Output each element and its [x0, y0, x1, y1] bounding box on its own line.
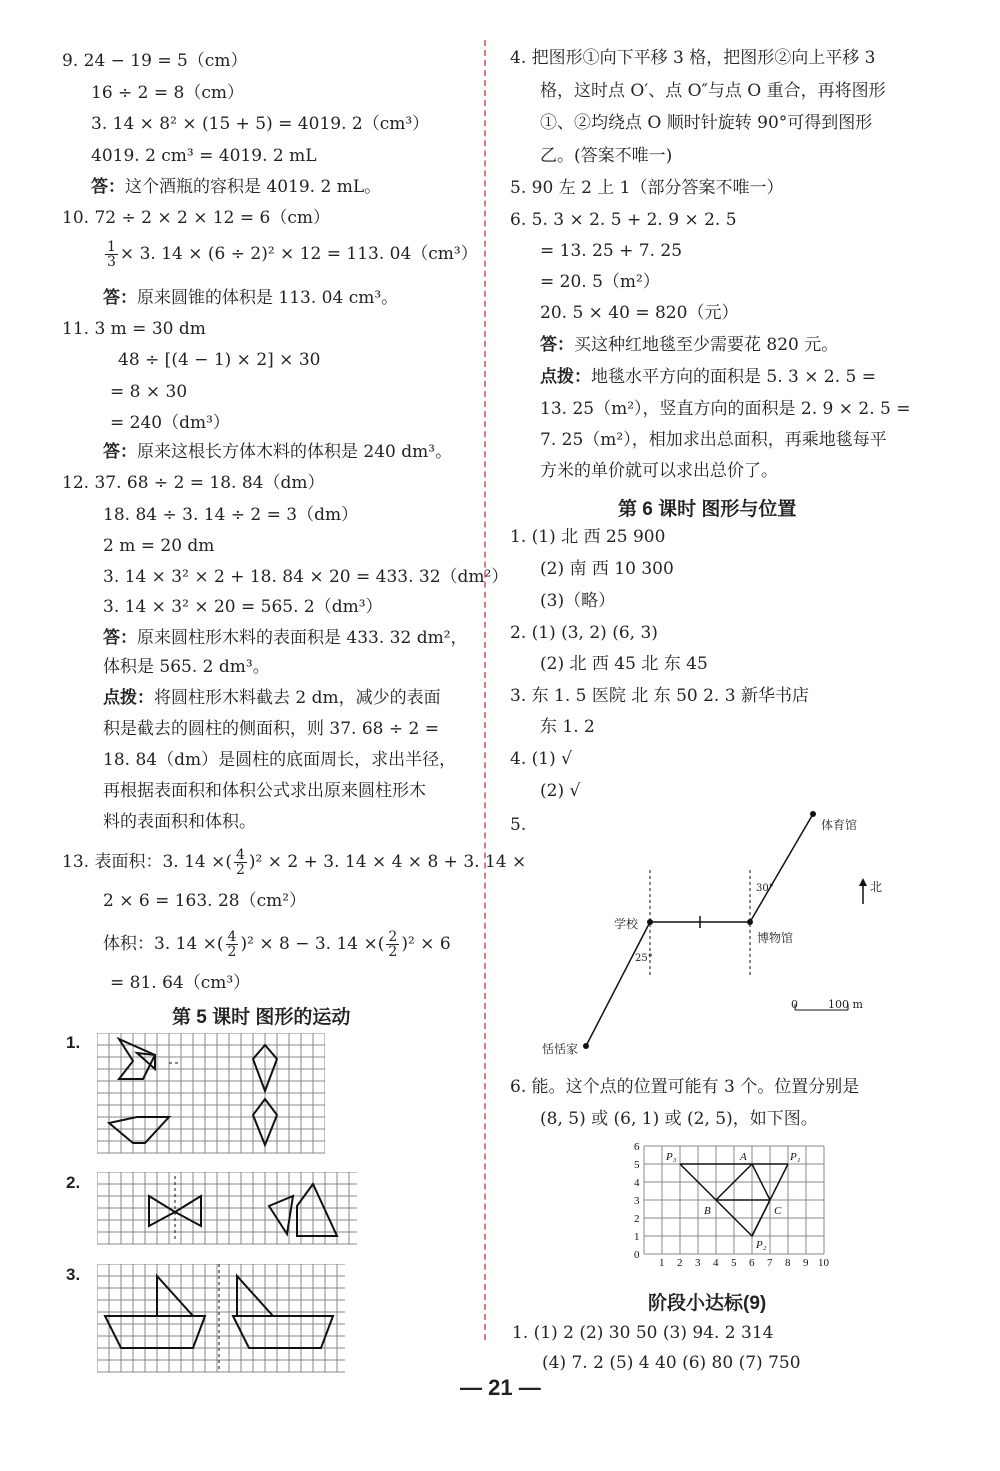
answer-12-line1: 12. 37. 68 ÷ 2 = 18. 84（dm） — [62, 473, 325, 493]
numerator: 4 — [235, 847, 245, 863]
answer-11-line4: = 240（dm³） — [110, 413, 230, 433]
answer-text: 原来圆柱形木料的表面积是 433. 32 dm²， — [137, 628, 468, 648]
section-title-lesson5: 第 5 课时 图形的运动 — [172, 1007, 351, 1028]
answer-label: 答： — [91, 177, 125, 196]
grid-figure-1 — [97, 1033, 325, 1155]
answer-12-line4: 3. 14 × 3² × 2 + 18. 84 × 20 = 433. 32（dm²） — [103, 567, 509, 587]
page-number: — 21 — — [460, 1375, 541, 1400]
answer-13-line4: = 81. 64（cm³） — [110, 973, 251, 993]
answer-13-line3 — [103, 930, 451, 959]
hint-12-line2: 积是截去的圆柱的侧面积，则 37. 68 ÷ 2 = — [103, 719, 439, 739]
answer-12-line5: 3. 14 × 3² × 20 = 565. 2（dm³） — [103, 597, 383, 617]
answer-9-line3: 3. 14 × 8² × (15 + 5) = 4019. 2（cm³） — [91, 114, 430, 134]
answer-t1-line2: (4) 7. 2 (5) 4 40 (6) 80 (7) 750 — [542, 1353, 801, 1373]
numerator: 4 — [227, 929, 237, 945]
grid-figure-3 — [97, 1264, 345, 1376]
answer-r6-line4: 20. 5 × 40 = 820（元） — [540, 303, 739, 323]
q1-label: 1. — [66, 1033, 81, 1052]
svg-text:4: 4 — [713, 1257, 719, 1269]
answer-s6-line1: 6. 能。这个点的位置可能有 3 个。位置分别是 — [510, 1077, 860, 1097]
answer-label: 答： — [103, 628, 137, 647]
formula: 体积：3. 14 × — [103, 934, 217, 954]
numerator: 2 — [388, 929, 398, 945]
answer-s3-line1: 3. 东 1. 5 医院 北 东 50 2. 3 新华书店 — [510, 686, 809, 706]
answer-13-line1 — [62, 848, 526, 877]
denominator: 2 — [388, 944, 398, 960]
hint-text: 将圆柱形木料截去 2 dm，减少的表面 — [154, 688, 441, 708]
formula: 13. 表面积：3. 14 × — [62, 852, 226, 872]
answer-10-line1: 10. 72 ÷ 2 × 2 × 12 = 6（cm） — [62, 208, 330, 228]
answer-s4-line1: 4. (1) √ — [510, 749, 572, 769]
answer-11-line1: 11. 3 m = 30 dm — [62, 319, 206, 339]
map-label-bowuguan: 博物馆 — [757, 931, 794, 945]
answer-s2-line1: 2. (1) (3, 2) (6, 3) — [510, 623, 658, 643]
svg-text:8: 8 — [785, 1257, 791, 1269]
svg-text:6: 6 — [634, 1141, 640, 1153]
svg-text:3: 3 — [634, 1195, 640, 1207]
fraction — [386, 930, 399, 959]
map-label-north: 北 — [870, 880, 883, 894]
svg-text:C: C — [774, 1205, 782, 1217]
answer-9-line4: 4019. 2 cm³ = 4019. 2 mL — [91, 146, 317, 166]
answer-r4-line4: 乙。(答案不唯一) — [540, 146, 673, 166]
coordinate-grid — [628, 1140, 838, 1270]
svg-text:10: 10 — [818, 1257, 829, 1269]
answer-text: 这个酒瓶的容积是 4019. 2 mL。 — [125, 177, 382, 197]
numerator: 1 — [107, 239, 116, 255]
answer-s6-line2: (8, 5) 或 (6, 1) 或 (2, 5)，如下图。 — [540, 1109, 818, 1129]
answer-t1-line1: 1. (1) 2 (2) 30 50 (3) 94. 2 314 — [512, 1323, 774, 1343]
answer-s3-line2: 东 1. 2 — [540, 717, 595, 737]
answer-label: 答： — [103, 442, 137, 461]
fraction — [234, 848, 247, 877]
formula: ² × 8 − 3. 14 × — [247, 934, 378, 954]
fraction — [105, 240, 118, 269]
answer-s1-line2: (2) 南 西 10 300 — [540, 559, 674, 579]
svg-text:P₁: P₁ — [790, 1151, 801, 1163]
answer-r6-conclusion — [540, 334, 838, 356]
formula: ² × 6 — [407, 934, 451, 954]
answer-r6-line1: 6. 5. 3 × 2. 5 + 2. 9 × 2. 5 — [510, 210, 737, 230]
svg-text:P₂: P₂ — [756, 1239, 767, 1251]
hint-r6-line4: 方米的单价就可以求出总价了。 — [540, 461, 778, 481]
map-scale-100: 100 m — [828, 998, 863, 1011]
denominator: 3 — [107, 254, 116, 270]
map-label-tiyuguan: 体育馆 — [821, 818, 858, 832]
hint-r6-line2: 13. 25（m²），竖直方向的面积是 2. 9 × 2. 5 = — [540, 399, 911, 419]
svg-text:5: 5 — [731, 1257, 737, 1269]
answer-label: 答： — [540, 335, 574, 354]
hint-12-line1 — [103, 687, 441, 709]
map-diagram — [520, 800, 883, 1060]
answer-s2-line2: (2) 北 西 45 北 东 45 — [540, 654, 708, 674]
answer-11-conclusion — [103, 441, 452, 463]
answer-s1-line3: (3)（略） — [540, 591, 616, 611]
svg-text:4: 4 — [634, 1177, 640, 1189]
paren-right: ) — [401, 934, 408, 954]
hint-label: 点拨： — [103, 688, 154, 707]
map-label-angle-30: 30° — [756, 883, 774, 894]
map-label-tiantian: 恬恬家 — [542, 1042, 579, 1056]
svg-text:7: 7 — [767, 1257, 773, 1269]
answer-s4-line2: (2) √ — [540, 781, 581, 801]
answer-text: 买这种红地毯至少需要花 820 元。 — [574, 335, 839, 355]
svg-text:2: 2 — [677, 1257, 683, 1269]
answer-11-line3: = 8 × 30 — [110, 382, 188, 402]
paren-left: ( — [377, 934, 385, 954]
answer-13-line2: 2 × 6 = 163. 28（cm²） — [103, 891, 307, 911]
section-title-stage-test: 阶段小达标(9) — [648, 1293, 767, 1314]
answer-11-line2: 48 ÷ [(4 − 1) × 2] × 30 — [118, 350, 321, 370]
svg-text:6: 6 — [749, 1257, 755, 1269]
answer-r4-line1: 4. 把图形①向下平移 3 格，把图形②向上平移 3 — [510, 48, 876, 68]
answer-s5-label: 5. — [510, 815, 527, 835]
paren-left: ( — [216, 934, 224, 954]
hint-12-line4: 再根据表面积和体积公式求出原来圆柱形木 — [103, 781, 426, 801]
grid-figure-2 — [97, 1172, 357, 1248]
hint-12-line3: 18. 84（dm）是圆柱的底面周长，求出半径， — [103, 750, 457, 770]
svg-text:0: 0 — [634, 1249, 640, 1261]
svg-text:2: 2 — [634, 1213, 640, 1225]
q3-label: 3. — [66, 1265, 81, 1284]
map-scale-0: 0 — [791, 998, 798, 1011]
q2-label: 2. — [66, 1173, 81, 1192]
formula: ² × 2 + 3. 14 × 4 × 8 + 3. 14 × — [255, 852, 527, 872]
answer-r5: 5. 90 左 2 上 1（部分答案不唯一） — [510, 178, 784, 198]
answer-r4-line2: 格，这时点 O′、点 O″与点 O 重合，再将图形 — [540, 81, 886, 101]
answer-text: 原来圆锥的体积是 113. 04 cm³。 — [137, 288, 399, 308]
paren-right: ) — [240, 934, 248, 954]
svg-text:A: A — [740, 1151, 747, 1163]
answer-9-line2: 16 ÷ 2 = 8（cm） — [91, 83, 245, 103]
formula: × 3. 14 × (6 ÷ 2)² × 12 = 113. 04（cm³） — [119, 244, 478, 264]
svg-text:P₃: P₃ — [666, 1151, 677, 1163]
answer-9-line1: 9. 24 − 19 = 5（cm） — [62, 51, 248, 71]
answer-12-line3: 2 m = 20 dm — [103, 536, 215, 556]
answer-r4-line3: ①、②均绕点 O 顺时针旋转 90°可得到图形 — [540, 113, 873, 133]
svg-text:5: 5 — [634, 1159, 640, 1171]
fraction — [226, 930, 239, 959]
denominator: 2 — [235, 862, 245, 878]
column-divider — [484, 40, 486, 1340]
svg-text:B: B — [704, 1205, 711, 1217]
answer-12-line2: 18. 84 ÷ 3. 14 ÷ 2 = 3（dm） — [103, 505, 359, 525]
hint-text: 地毯水平方向的面积是 5. 3 × 2. 5 = — [591, 367, 876, 387]
answer-text: 原来这根长方体木料的体积是 240 dm³。 — [137, 442, 453, 462]
answer-s1-line1: 1. (1) 北 西 25 900 — [510, 527, 666, 547]
hint-label: 点拨： — [540, 367, 591, 386]
denominator: 2 — [227, 944, 237, 960]
paren-left: ( — [225, 852, 232, 872]
answer-10-conclusion — [103, 287, 398, 309]
answer-9-conclusion — [91, 176, 381, 198]
map-label-xuexiao: 学校 — [614, 917, 639, 931]
answer-label: 答： — [103, 288, 137, 307]
section-title-lesson6: 第 6 课时 图形与位置 — [618, 499, 797, 520]
answer-r6-line3: = 20. 5（m²） — [540, 272, 660, 292]
answer-12-conclusion — [103, 627, 468, 649]
svg-text:1: 1 — [634, 1231, 640, 1243]
answer-10-line2 — [103, 240, 478, 269]
svg-text:1: 1 — [659, 1257, 665, 1269]
answer-r6-line2: = 13. 25 + 7. 25 — [540, 241, 683, 261]
hint-12-line5: 料的表面积和体积。 — [103, 812, 256, 832]
answer-12-conclusion-2: 体积是 565. 2 dm³。 — [103, 657, 270, 677]
map-label-angle-25: 25° — [635, 953, 653, 964]
svg-text:9: 9 — [803, 1257, 809, 1269]
paren-right: ) — [248, 852, 256, 872]
hint-r6-line1 — [540, 366, 876, 388]
hint-r6-line3: 7. 25（m²），相加求出总面积，再乘地毯每平 — [540, 430, 887, 450]
svg-text:3: 3 — [695, 1257, 701, 1269]
